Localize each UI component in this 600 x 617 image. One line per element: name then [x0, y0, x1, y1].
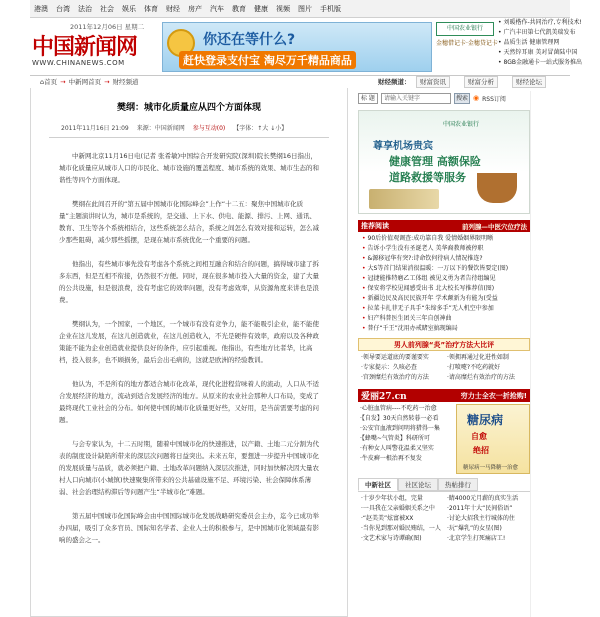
- ad-headline: 糖尿病: [467, 413, 504, 427]
- banner-line2: 赶快登录支付宝 淘尽万千精品商品: [179, 51, 356, 69]
- logo-url: WWW.CHINANEWS.COM: [32, 59, 125, 67]
- nav-item[interactable]: 体育: [144, 4, 158, 13]
- ad-brand: 爱丽27.cn: [361, 392, 407, 402]
- list-item[interactable]: • 新疆边民及高民民族开年 学术颠新为有能为(受益: [358, 294, 530, 304]
- list-item[interactable]: ·领导要运道底的要谨要实: [361, 354, 429, 361]
- ad-tagline: 穷力士全衣一折抢购!: [460, 391, 527, 400]
- ad-text: 自愈: [471, 432, 487, 441]
- breadcrumb-sep: →: [104, 77, 110, 86]
- header-link[interactable]: • 品质生活 健康管理网: [498, 39, 560, 46]
- breadcrumb-sep: →: [60, 77, 66, 86]
- community-links: [358, 491, 530, 544]
- search-input[interactable]: 请输入关键字: [381, 93, 451, 104]
- list-item[interactable]: ·睛4000元月薪的真实生活: [447, 495, 519, 502]
- nav-item[interactable]: 娱乐: [122, 4, 136, 13]
- abc-logo[interactable]: 中国农业银行: [436, 22, 494, 36]
- list-item[interactable]: • 拉菜卡扎菲无子具手“朱缔多手”无人机空中参加: [358, 304, 530, 314]
- search-type-select[interactable]: 标 题: [358, 93, 378, 104]
- list-item[interactable]: ·有种女人叫警花温柔又坚实: [360, 445, 434, 452]
- section-label: 财经频道：: [378, 78, 411, 86]
- nav-item[interactable]: 法治: [78, 4, 92, 13]
- health-links: [358, 353, 530, 383]
- site-logo[interactable]: [32, 30, 144, 70]
- ad-headline: 尊享机场贵宾: [373, 141, 433, 152]
- list-item[interactable]: ·心脏血管病----不吃药一治愈: [360, 405, 437, 412]
- nav-item[interactable]: 健康: [254, 4, 268, 13]
- rss-icon[interactable]: ◉: [473, 94, 480, 102]
- recommend-header: [358, 220, 530, 232]
- nav-item[interactable]: 社会: [100, 4, 114, 13]
- list-item[interactable]: ·北京学生打死痛店工!: [447, 535, 506, 542]
- ad-headline: 道路救援等服务: [389, 171, 466, 184]
- list-item[interactable]: ·2011年十大“民间俗语”: [447, 505, 513, 512]
- article-paragraph: 他指出，有些城市事先没有考虑各个系统之间相互融合和结合的问题，搞得城市建了拆多东西，但是互相不衔接，仍然很不方便。同时，现在很多城市投入大量的资金，建了大量的公共设施，但是很浪费，没有考虑它的效率问题，没有考虑效率，从资源角度来讲也是浪费。: [59, 260, 319, 304]
- list-item[interactable]: ·牛皮癣一根治再不复发: [360, 455, 422, 462]
- section-tab[interactable]: 财富资讯: [416, 76, 450, 88]
- abc-sub: 金穗借记卡·金穗贷记卡: [436, 40, 498, 47]
- list-item[interactable]: ·打喷嚏?不吃药就好: [447, 364, 501, 371]
- article-paragraph: 樊纲认为，一个国家，一个地区，一个城市有没有竞争力，能不能吸引企业，能不能使企业在这儿发展，在这儿创造就业，在这儿创造收入，不光是硬件有效率，政府以及各种政策能不能为企业创造就业提供良好的条件，应引起重视。他指出，有些地方比者华，比高档，投入很多，也不顾损务，最后会出毛病的，这就是欧洲的经验教训。: [59, 320, 319, 364]
- ad-aili[interactable]: [358, 389, 530, 402]
- ad-abc-card[interactable]: [358, 110, 530, 214]
- divider: [49, 137, 329, 138]
- article-title: 樊纲：城市化质量应从四个方面体现: [116, 103, 261, 113]
- breadcrumb-item[interactable]: 首页: [44, 78, 58, 86]
- sidebar: [358, 91, 530, 544]
- bank-card-image: [369, 189, 439, 209]
- breadcrumb: [30, 75, 570, 87]
- list-item[interactable]: ·领拥再通过化进性如制: [447, 354, 509, 361]
- health-ad-list: [358, 404, 456, 474]
- list-item[interactable]: ·【自发】30天自然转暮一必看: [360, 415, 439, 422]
- list-item[interactable]: • 大S等首门结果消很温暖：一万以下的餐饮皆要定(图): [358, 264, 530, 274]
- list-item[interactable]: • 90后价值观调查:成功靠自我 爱情婚姻界限明晰: [358, 234, 530, 244]
- breadcrumb-item[interactable]: 中新网首页: [68, 78, 102, 86]
- article: [30, 88, 348, 617]
- list-item[interactable]: ·文艺术家与诗谭确(图): [361, 535, 422, 542]
- ad-text: 糖尿病一马降糖一治愈: [463, 465, 519, 471]
- right-gutter: [530, 91, 570, 617]
- search-button[interactable]: 搜索: [455, 94, 468, 102]
- ad-text: 绝招: [473, 446, 489, 455]
- ad-prostate[interactable]: 男人前列腺“炎”治疗方法大比评: [358, 338, 530, 351]
- header-link[interactable]: • 8GB金融通卡一站式服务推出: [498, 59, 583, 66]
- discussion-link[interactable]: 参与互动(0): [192, 125, 226, 132]
- article-paragraph: 第五届中国城市化国际峰会由中国国际城市化发展战略研究委员会主办，迄今已成功举办四届，吸引了众多官员、国际知名学者、企业人士的积极参与，是中国城市化领域最有影响的盛会之一。: [59, 512, 319, 544]
- list-item[interactable]: ·讨论大招我主行城体的住: [447, 515, 515, 522]
- section-tab[interactable]: 财经论坛: [512, 76, 546, 88]
- recommend-list: [358, 234, 530, 334]
- list-item[interactable]: ·公安宫血液到问明将猎得一集: [360, 425, 440, 432]
- breadcrumb-item[interactable]: 财经频道: [112, 78, 139, 86]
- list-item[interactable]: • 冠捷能推特磨乙工体组 被见义勇为者告待组编见: [358, 274, 530, 284]
- list-item[interactable]: ·请高糜烂有效治疗的方法: [447, 374, 515, 381]
- list-item[interactable]: ·玩“爆乳”的女星(图): [447, 525, 502, 532]
- header-link[interactable]: • 天然锌耳康 美对冒菌陆中国: [498, 49, 578, 56]
- list-item[interactable]: • &源移冠华有突?:诗命钦何待病人情况推连?: [358, 254, 530, 264]
- rss-link[interactable]: RSS订阅: [482, 95, 506, 103]
- search-bar: [358, 91, 530, 105]
- article-paragraph: 他认为，不是所有的地方都适合城市化改革，现代化进程营味着人的流动，人口从不适合发展经济的地方，流动到适合发展经济的地方。从原来的农业社会那种人口布局，变成了最终现代工业社会的分布。如何使中国的城市化质量更好些，又好用，是当前需要考虑的问题。: [59, 380, 319, 424]
- article-source: 来源：中国新闻网: [136, 125, 185, 132]
- article-time: 2011年11月16日 21:09: [61, 125, 129, 132]
- list-item[interactable]: • 妇产科普医生团关三年自创神曲: [358, 314, 530, 324]
- tab-community[interactable]: 中新社区: [358, 478, 398, 491]
- logo-text: 中国新闻网: [32, 34, 138, 60]
- list-item[interactable]: ·当你见到那对婚民贿结，一人: [361, 525, 441, 532]
- list-item[interactable]: • 告诉小学生没有圣诞老人 美华裔教师被停职: [358, 244, 530, 254]
- nav-item[interactable]: 图片: [298, 4, 312, 13]
- font-size-control[interactable]: 【字体：↑大 ↓小】: [233, 125, 288, 132]
- nav-item[interactable]: 台湾: [56, 4, 70, 13]
- nav-item[interactable]: 港澳: [34, 4, 48, 13]
- tab-hot-posts[interactable]: 热帖排行: [438, 478, 478, 491]
- section-tab[interactable]: 财富分析: [464, 76, 498, 88]
- home-icon: ⌂: [40, 77, 45, 86]
- list-item[interactable]: ·【蜂嘴~气管炎】科研所可: [360, 435, 430, 442]
- list-item[interactable]: ·“赵美美”炫富被XX: [361, 515, 414, 522]
- ad-diabetes[interactable]: [456, 404, 530, 474]
- coffee-cup-image: [477, 173, 517, 203]
- article-paragraph: 樊纲在此间召开的“第五届中国城市化国际峰会”上作“十二五：聚焦中国城市化质量”主题演讲时认为，城市是系统的，是交通、上下水、供电、能源、排污、上网、通讯、教育、卫生等各个系统相结合，这些系统怎么结合，系统之间怎么有效对接和运转，怎么减少那些阻碍，减少那些摇摆，是现在城市系统优化一个重要的问题。: [59, 200, 319, 244]
- header-date: 2011年12月06日 星期二: [70, 23, 145, 31]
- list-item[interactable]: ·专家提示：久咳必查: [361, 364, 417, 371]
- health-ad-block: [358, 404, 530, 474]
- article-paragraph: 中新网北京11月16日电(记者 张希敏)中国综合开发研究院(深圳)院长樊纲16日指出，城市化质量应从城市人口的市民化、城市设施的覆盖程度、城市系统的效果、城市生态的和谐性等四个方面体现。: [59, 152, 319, 184]
- article-meta: [31, 123, 347, 132]
- list-item[interactable]: • 普仔“千王”沈用办戒睹室搞现编局: [358, 324, 530, 334]
- banner-line1: 你还在等什么?: [203, 32, 296, 48]
- header-link[interactable]: • 广汽丰田第七代凯美瑞发布: [498, 29, 576, 36]
- nav-item[interactable]: 财经: [166, 4, 180, 13]
- tab-forum[interactable]: 社区论坛: [398, 478, 438, 491]
- nav-item[interactable]: 汽车: [210, 4, 224, 13]
- list-item[interactable]: ·宫颈糜烂有效治疗的方法: [361, 374, 429, 381]
- article-paragraph: 与会专家认为，十二五时期，随着中国城市化的快速推进，以产籍、土地二元分割为代表的制度设计缺陷所带来的深层次问题将日益突出。未来五年，要想进一步提升中国城市化的发展质量与品质，就必须把户籍、土地改革问题纳入深层次推进，同时加快解决因大量农村人口向城市(小城镇)快速聚集所带来的公共基础设施不足、环境污染、社会保障体系薄弱、社会治理结构滞后等问题产生“半城市化”难题。: [59, 440, 319, 496]
- list-item[interactable]: ·一具我在父亲婚姻关系之中: [361, 505, 435, 512]
- ad-bank-name: 中国农业银行: [443, 121, 480, 128]
- nav-item[interactable]: 手机版: [320, 4, 341, 13]
- header-link-list: [498, 18, 594, 68]
- ad-banner-top[interactable]: [162, 22, 432, 72]
- ad-headline: 健康管理 高额保险: [389, 155, 481, 168]
- nav-item[interactable]: 房产: [188, 4, 202, 13]
- nav-item[interactable]: 教育: [232, 4, 246, 13]
- recommend-title: 推荐阅读: [361, 222, 389, 230]
- header-link[interactable]: • 刘暖楷作-共同治疗,专利技术!: [498, 19, 582, 26]
- nav-item[interactable]: 视频: [276, 4, 290, 13]
- recommend-ad-link[interactable]: 前列腺—中医穴位疗法: [462, 222, 527, 231]
- list-item[interactable]: ·十岁少年状小组，完量: [361, 495, 423, 502]
- community-tabs: [358, 478, 530, 491]
- top-nav: [30, 0, 570, 18]
- list-item[interactable]: • 保安将学校见闻感受出书 北大校长写推荐信(图): [358, 284, 530, 294]
